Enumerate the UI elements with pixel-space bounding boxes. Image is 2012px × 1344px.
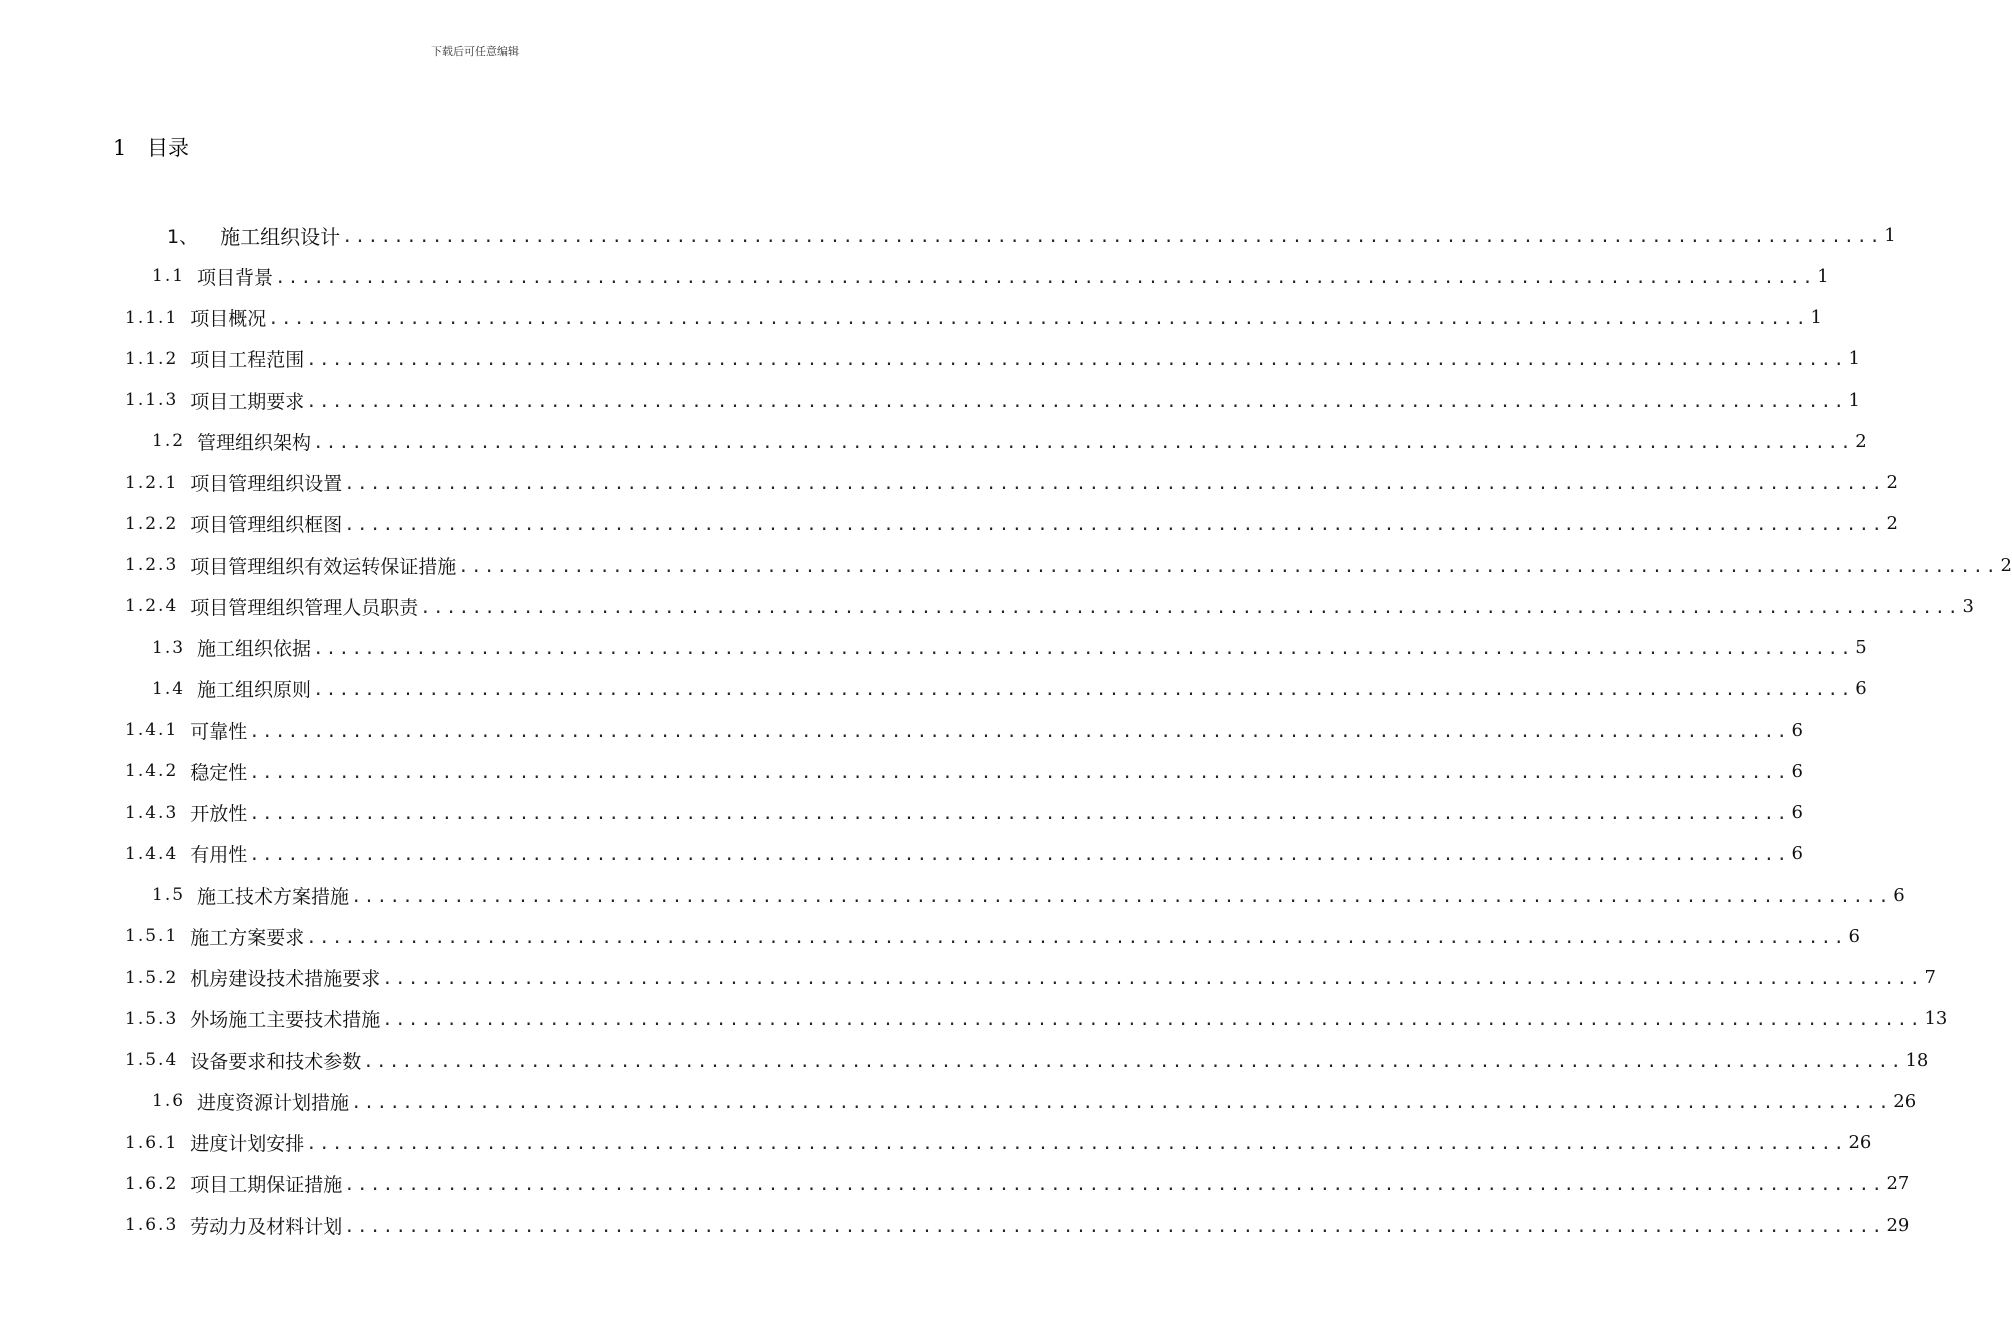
toc-entry-number: 1.4 <box>152 678 186 699</box>
toc-entry[interactable] <box>152 674 1867 704</box>
toc-entry-page: 1 <box>1884 224 1896 246</box>
toc-entry-page: 18 <box>1905 1049 1929 1071</box>
toc-entry-title: 项目工程范围 <box>190 349 305 372</box>
toc-entry[interactable] <box>125 1128 1872 1158</box>
toc-dot-leader: ........................................................................................................................ <box>344 1175 1885 1196</box>
toc-entry-title: 施工技术方案措施 <box>197 885 350 908</box>
toc-entry[interactable] <box>152 1086 1917 1116</box>
toc-entry-page: 27 <box>1886 1173 1910 1195</box>
toc-dot-leader: ........................................................................................................................ <box>363 1051 1904 1072</box>
toc-entry[interactable] <box>125 1169 1910 1199</box>
toc-dot-leader: ........................................................................................................................ <box>382 969 1923 989</box>
toc-entry[interactable] <box>125 344 1860 374</box>
toc-entry-title: 设备要求和技术参数 <box>190 1050 362 1073</box>
toc-entry-page: 7 <box>1924 967 1936 988</box>
toc-entry-title: 施工方案要求 <box>190 926 305 949</box>
toc-entry-title: 施工组织设计 <box>220 224 341 249</box>
toc-dot-leader: ........................................................................................................................ <box>306 391 1847 412</box>
toc-entry-title: 可靠性 <box>190 720 248 743</box>
toc-entry-page: 6 <box>1848 925 1860 947</box>
toc-entry-title: 项目工期要求 <box>190 390 305 413</box>
toc-entry-title: 管理组织架构 <box>197 431 312 454</box>
page-header: 下载后可任意编辑 <box>431 45 519 58</box>
toc-entry[interactable] <box>125 963 1936 993</box>
toc-dot-leader: ........................................................................................................................ <box>342 226 1883 247</box>
toc-dot-leader: ........................................................................................................................ <box>249 804 1790 824</box>
toc-entry-title: 进度资源计划措施 <box>197 1091 350 1114</box>
toc-entry-page: 1 <box>1848 348 1860 370</box>
toc-entry[interactable] <box>125 385 1860 415</box>
toc-entry-number: 1.6.1 <box>125 1132 179 1153</box>
toc-dot-leader: ........................................................................................................................ <box>306 350 1847 371</box>
toc-entry-title: 项目管理组织有效运转保证措施 <box>190 555 457 578</box>
toc-entry-title: 项目背景 <box>197 266 274 289</box>
toc-entry-number: 1、 <box>167 225 199 248</box>
toc-entry-title: 外场施工主要技术措施 <box>190 1009 381 1032</box>
toc-dot-leader: ........................................................................................................................ <box>351 886 1892 907</box>
toc-entry[interactable] <box>125 550 2012 580</box>
toc-entry-page: 13 <box>1924 1008 1948 1030</box>
toc-entry[interactable] <box>152 880 1905 910</box>
toc-entry[interactable] <box>125 798 1803 828</box>
toc-entry-number: 1.5.1 <box>125 926 179 947</box>
toc-entry-page: 3 <box>1962 595 1974 617</box>
toc-entry-title: 施工组织原则 <box>197 679 312 702</box>
toc-entry-number: 1.4.4 <box>125 843 179 864</box>
toc-entry-number: 1.6.2 <box>125 1173 179 1194</box>
toc-entry[interactable] <box>152 426 1867 456</box>
toc-entry-number: 1.4.1 <box>125 720 179 740</box>
toc-dot-leader: ........................................................................................................................ <box>344 474 1885 494</box>
toc-entry-title: 进度计划安排 <box>190 1133 305 1155</box>
toc-entry-number: 1.4.2 <box>125 761 179 782</box>
toc-entry-number: 1.4.3 <box>125 802 179 823</box>
toc-entry-title: 项目管理组织设置 <box>190 473 343 495</box>
toc-entry-page: 1 <box>1848 389 1860 411</box>
heading-number: 1 <box>113 136 127 160</box>
toc-entry-page: 26 <box>1848 1132 1872 1153</box>
toc-entry-page: 2 <box>1886 472 1898 493</box>
toc-dot-leader: ........................................................................................................................ <box>249 845 1790 866</box>
toc-entry-page: 1 <box>1810 307 1822 328</box>
toc-entry-title: 劳动力及材料计划 <box>190 1215 343 1238</box>
toc-entry-number: 1.1 <box>152 266 186 287</box>
toc-entry-title: 有用性 <box>190 844 248 867</box>
toc-entry-number: 1.5.2 <box>125 967 179 988</box>
toc-entry-number: 1.2.1 <box>125 472 179 493</box>
toc-entry-page: 6 <box>1791 719 1803 741</box>
toc-entry-number: 1.5.3 <box>125 1008 179 1029</box>
toc-entry-title: 开放性 <box>190 803 248 825</box>
toc-entry-page: 29 <box>1886 1214 1910 1236</box>
heading-title: 目录 <box>147 136 189 160</box>
toc-entry-number: 1.1.2 <box>125 348 179 369</box>
toc-entry-title: 稳定性 <box>190 761 248 784</box>
toc-entry[interactable] <box>125 921 1860 951</box>
toc-entry-number: 1.2.2 <box>125 513 179 534</box>
toc-entry-number: 1.6.3 <box>125 1215 179 1235</box>
toc-entry-title: 施工组织依据 <box>197 638 312 660</box>
toc-entry-page: 26 <box>1893 1090 1917 1112</box>
toc-entry-number: 1.1.3 <box>125 390 179 410</box>
toc-dot-leader: ........................................................................................................................ <box>275 267 1816 288</box>
toc-dot-leader: ........................................................................................................................ <box>351 1092 1892 1113</box>
toc-entry-page: 6 <box>1791 802 1803 823</box>
toc-dot-leader: ........................................................................................................................ <box>268 309 1809 329</box>
toc-entry-number: 1.2 <box>152 431 186 452</box>
toc-entry-page: 6 <box>1791 760 1803 782</box>
toc-entry-title: 项目概况 <box>190 308 267 330</box>
toc-dot-leader: ........................................................................................................................ <box>306 927 1847 948</box>
toc-entry-page: 2 <box>1886 513 1898 535</box>
toc-entry-title: 项目管理组织框图 <box>190 514 343 537</box>
toc-dot-leader: ........................................................................................................................ <box>344 1216 1885 1237</box>
toc-entry-title: 机房建设技术措施要求 <box>190 968 381 990</box>
toc-dot-leader: ........................................................................................................................ <box>458 556 1999 577</box>
toc-dot-leader: ........................................................................................................................ <box>344 515 1885 536</box>
toc-dot-leader: ........................................................................................................................ <box>313 432 1854 453</box>
toc-entry-number: 1.5 <box>152 885 186 905</box>
toc-entry[interactable] <box>167 220 1896 250</box>
toc-entry[interactable] <box>152 261 1829 291</box>
toc-entry-page: 1 <box>1817 265 1829 287</box>
toc-heading <box>113 132 189 162</box>
toc-entry[interactable] <box>125 1045 1929 1075</box>
toc-entry-title: 项目管理组织管理人员职责 <box>190 596 419 619</box>
toc-entry[interactable] <box>125 756 1803 786</box>
toc-entry-number: 1.2.4 <box>125 596 179 617</box>
toc-dot-leader: ........................................................................................................................ <box>313 639 1854 659</box>
toc-entry-number: 1.1.1 <box>125 307 179 328</box>
toc-entry-page: 2 <box>1855 430 1867 452</box>
toc-dot-leader: ........................................................................................................................ <box>306 1134 1847 1154</box>
toc-dot-leader: ........................................................................................................................ <box>313 680 1854 701</box>
toc-entry-page: 6 <box>1855 678 1867 700</box>
toc-entry[interactable] <box>125 468 1898 498</box>
toc-entry-page: 6 <box>1893 884 1905 906</box>
toc-entry[interactable] <box>125 509 1898 539</box>
toc-entry[interactable] <box>125 839 1803 869</box>
toc-entry[interactable] <box>125 1004 1948 1034</box>
toc-entry[interactable] <box>125 715 1803 745</box>
toc-entry-title: 项目工期保证措施 <box>190 1174 343 1197</box>
toc-entry[interactable] <box>125 1210 1910 1240</box>
toc-entry-page: 2 <box>2000 554 2012 576</box>
toc-entry[interactable] <box>152 633 1867 663</box>
toc-dot-leader: ........................................................................................................................ <box>249 721 1790 742</box>
toc-entry-page: 6 <box>1791 843 1803 865</box>
toc-dot-leader: ........................................................................................................................ <box>382 1010 1923 1031</box>
toc-entry-number: 1.6 <box>152 1091 186 1112</box>
toc-dot-leader: ........................................................................................................................ <box>249 762 1790 783</box>
toc-entry-number: 1.3 <box>152 637 186 658</box>
toc-entry-page: 5 <box>1855 637 1867 658</box>
toc-entry-number: 1.2.3 <box>125 555 179 575</box>
toc-entry[interactable] <box>125 303 1822 333</box>
toc-dot-leader: ........................................................................................................................ <box>420 597 1961 618</box>
toc-entry-number: 1.5.4 <box>125 1050 179 1070</box>
toc-entry[interactable] <box>125 591 1974 621</box>
